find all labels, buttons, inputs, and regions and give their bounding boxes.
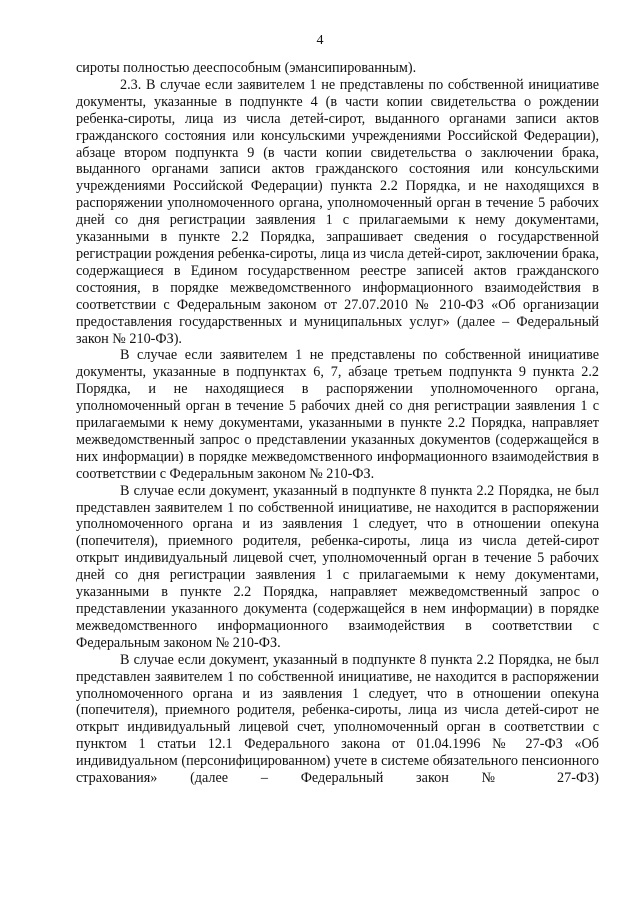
paragraph-personal-account-opened: В случае если документ, указанный в подпункте 8 пункта 2.2 Порядка, не был представлен заявителем 1 по собственной инициативе, не находится в распоряжении уполномоченного органа и из заявления 1 следует, что в отношении опекуна (попечителя), приемного родителя, ребенка-сироты, лица из числа детей-сирот открыт индивидуальный лицевой счет, уполномоченный орган в течение 5 рабочих дней со дня регистрации заявления 1 с прилагаемыми к нему документами, указанными в пункте 2.2 Порядка, направляет межведомственный запрос о представлении указанного документа (содержащейся в нем информации) в порядке межведомственного информационного взаимодействия в соответствии с Федеральным законом № 210-ФЗ. [76,482,599,651]
paragraph-personal-account-not-opened: В случае если документ, указанный в подпункте 8 пункта 2.2 Порядка, не был представлен заявителем 1 по собственной инициативе, не находится в распоряжении уполномоченного органа и из заявления 1 следует, что в отношении опекуна (попечителя), приемного родителя, ребенка-сироты, лица из числа детей-сирот не открыт индивидуальный лицевой счет, уполномоченный орган в соответствии с пунктом 1 статьи 12.1 Федерального закона от 01.04.1996 № 27-ФЗ «Об индивидуальном (персонифицированном) учете в системе обязательного пенсионного страхования» (далее – Федеральный закон № 27-ФЗ) [76,651,599,787]
paragraph-interagency-request-docs: В случае если заявителем 1 не представлены по собственной инициативе документы, указанные в подпунктах 6, 7, абзаце третьем подпункта 9 пункта 2.2 Порядка, и не находящиеся в распоряжении уполномоченного органа, уполномоченный орган в течение 5 рабочих дней со дня регистрации заявления 1 с прилагаемыми к нему документами, указанными в пункте 2.2 Порядка, направляет межведомственный запрос о представлении указанных документов (содержащейся в них информации) в порядке межведомственного информационного взаимодействия в соответствии с Федеральным законом № 210-ФЗ. [76,347,599,482]
paragraph-continuation: сироты полностью дееспособным (эмансипированным). [76,60,417,76]
document-body [76,60,599,787]
paragraph-2-3: 2.3. В случае если заявителем 1 не представлены по собственной инициативе документы, указанные в подпункте 4 (в части копии свидетельства о рождении ребенка-сироты, лица из числа детей-сирот, выданного органами записи актов гражданского состояния или консульскими учреждениями Российской Федерации), абзаце втором подпункта 9 (в части копии свидетельства о заключении брака, выданного органами записи актов гражданского состояния или консульскими учреждениями Российской Федерации) пункта 2.2 Порядка, и не находящихся в распоряжении уполномоченного органа, уполномоченный орган в течение 5 рабочих дней со дня регистрации заявления 1 с прилагаемыми к нему документами, указанными в пункте 2.2 Порядка, запрашивает сведения о государственной регистрации рождения ребенка-сироты, лица из числа детей-сирот, заключении брака, содержащиеся в Едином государственном реестре записей актов гражданского состояния, в порядке межведомственного информационного взаимодействия в соответствии с Федеральным законом от 27.07.2010 № 210-ФЗ «Об организации предоставления государственных и муниципальных услуг» (далее – Федеральный закон № 210-ФЗ). [76,76,599,347]
page-number: 4 [316,33,324,48]
